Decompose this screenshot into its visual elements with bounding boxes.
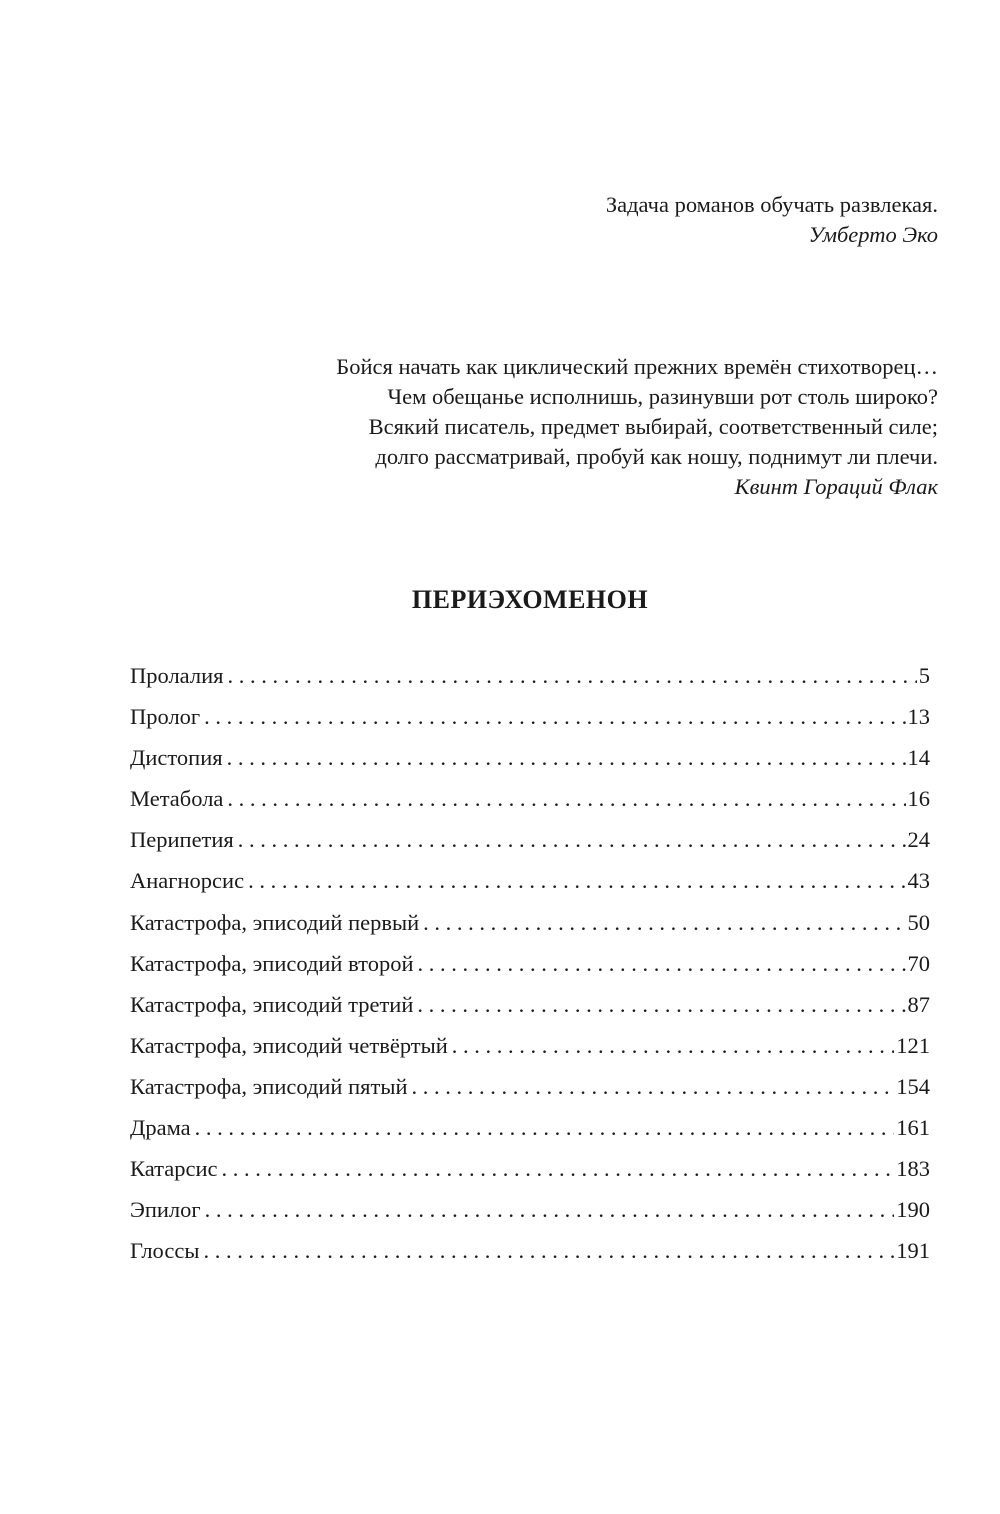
toc-leader-dots [417,984,905,1025]
toc-entry[interactable] [130,984,930,1025]
toc-leader-dots [248,860,905,901]
toc-entry-label: Драма [130,1115,191,1141]
toc-leader-dots [227,655,916,696]
toc-entry[interactable] [130,696,930,737]
toc-title: ПЕРИЭХОМЕНОН [411,585,649,614]
toc-entry-label: Катастрофа, эписодий третий [130,991,414,1017]
toc-entry-page: 5 [918,663,930,688]
toc-leader-dots [204,696,905,737]
toc-entry-label: Дистопия [130,745,223,771]
epigraph-line: Бойся начать как циклический прежних времён стихотворец… [336,354,938,379]
toc-entry[interactable] [130,943,930,984]
toc-leader-dots [227,778,905,819]
toc-entry-page: 154 [896,1073,930,1099]
toc-entry[interactable] [130,1189,930,1230]
toc-entry-label: Метабола [130,786,224,812]
toc-leader-dots [227,737,906,778]
toc-entry[interactable] [130,902,930,943]
toc-leader-dots [221,1148,894,1189]
toc-entry-page: 121 [896,1032,930,1058]
toc-entry-page: 191 [896,1238,930,1264]
toc-leader-dots [205,1189,895,1230]
toc-leader-dots [452,1025,894,1066]
toc-entry[interactable] [130,1230,930,1271]
toc-entry-label: Катастрофа, эписодий четвёртый [130,1032,448,1058]
epigraph-author: Умберто Эко [808,222,938,247]
toc-leader-dots [195,1107,895,1148]
toc-entry-page: 13 [907,704,930,730]
epigraph-line: Всякий писатель, предмет выбирай, соответственный силе; [368,414,938,439]
toc-entry-page: 87 [907,991,930,1017]
toc-entry-label: Анагнорсис [130,868,245,894]
toc-entry[interactable] [130,737,930,778]
toc-entry[interactable] [130,1107,930,1148]
toc-entry-page: 14 [907,745,930,771]
toc-entry-page: 70 [907,950,930,976]
toc-leader-dots [238,819,906,860]
toc-entry-label: Катастрофа, эписодий второй [130,950,414,976]
table-of-contents [130,655,930,1271]
epigraph-horace [336,352,938,502]
toc-entry-label: Перипетия [130,827,234,853]
toc-entry-label: Глоссы [130,1238,200,1264]
toc-entry-label: Пролалия [130,663,224,688]
toc-entry-label: Катастрофа, эписодий пятый [130,1073,408,1099]
epigraph-line: Задача романов обучать развлекая. [605,192,938,217]
toc-entry[interactable] [130,860,930,901]
toc-leader-dots [423,902,905,943]
toc-entry[interactable] [130,1025,930,1066]
toc-entry-page: 161 [896,1115,930,1141]
toc-entry[interactable] [130,655,930,696]
toc-entry-page: 43 [907,868,930,894]
toc-entry[interactable] [130,819,930,860]
toc-entry-page: 24 [907,827,930,853]
toc-entry-page: 190 [896,1197,930,1223]
epigraph-eco [606,190,938,250]
toc-entry[interactable] [130,1148,930,1189]
epigraph-line: долго рассматривай, пробуй как ношу, поднимут ли плечи. [375,444,938,469]
toc-leader-dots [411,1066,894,1107]
toc-entry[interactable] [130,1066,930,1107]
toc-entry-label: Катарсис [130,1156,218,1182]
toc-entry-page: 183 [896,1156,930,1182]
toc-entry-label: Катастрофа, эписодий первый [130,909,420,935]
toc-entry-page: 16 [907,786,930,812]
toc-leader-dots [203,1230,894,1271]
epigraph-author: Квинт Гораций Флак [734,474,938,499]
toc-entry-page: 50 [907,909,930,935]
toc-leader-dots [418,943,906,984]
toc-entry-label: Эпилог [130,1197,201,1223]
epigraph-line: Чем обещанье исполнишь, разинувши рот столь широко? [387,384,938,409]
toc-entry-label: Пролог [130,704,201,730]
toc-entry[interactable] [130,778,930,819]
